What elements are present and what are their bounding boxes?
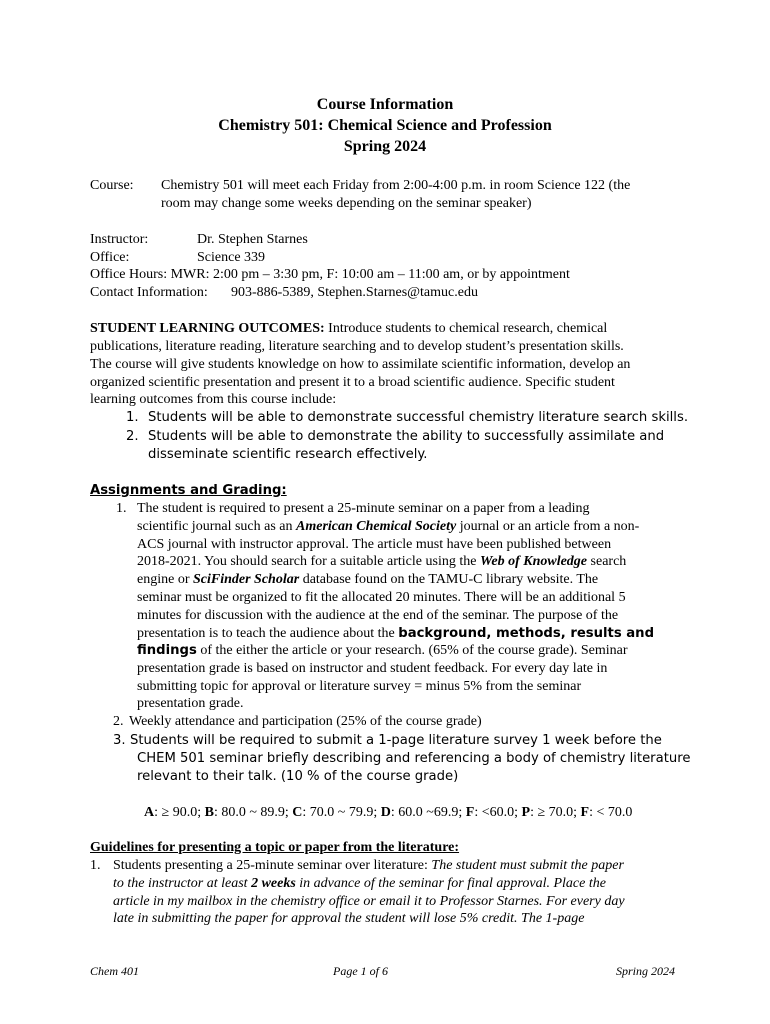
doc-title-line3: Spring 2024 <box>343 138 427 155</box>
grading-scale: A: ≥ 90.0; B: 80.0 ~ 89.9; C: 70.0 ~ 79.9; D: 60.0 ~69.9; F: <60.0; P: ≥ 70.0; F: < 70.0 <box>144 805 633 820</box>
web-of-knowledge-emphasis: Web of Knowledge <box>479 554 588 569</box>
slo-paragraph-line5: learning outcomes from this course include: <box>90 392 337 407</box>
guidelines-heading: Guidelines for presenting a topic or paper from the literature: <box>90 840 460 855</box>
outcome-2-text-2: disseminate scientific research effectively. <box>148 447 428 462</box>
office-hours: Office Hours: MWR: 2:00 pm – 3:30 pm, F: 10:00 am – 11:00 am, or by appointment <box>90 267 570 282</box>
assignment-1-line5: engine or SciFinder Scholar database found on the TAMU-C library website. The <box>137 572 599 587</box>
instructor-value: Dr. Stephen Starnes <box>197 232 308 247</box>
footer-page-number: Page 1 of 6 <box>333 964 388 978</box>
guideline-1-line4: late in submitting the paper for approval the student will lose 5% credit. The 1-page <box>113 911 585 926</box>
slo-paragraph-line1: STUDENT LEARNING OUTCOMES: Introduce students to chemical research, chemical <box>90 321 608 336</box>
assignment-1-line1: The student is required to present a 25-minute seminar on a paper from a leading <box>137 501 590 516</box>
outcome-2-number: 2. <box>126 429 139 444</box>
assignments-heading: Assignments and Grading: <box>90 483 287 498</box>
assignment-3-line1: Students will be required to submit a 1-page literature survey 1 week before the <box>130 733 662 748</box>
assignment-1-line2: scientific journal such as an American Chemical Society journal or an article from a non- <box>137 519 640 534</box>
guideline-1-line1: Students presenting a 25-minute seminar over literature: The student must submit the paper <box>113 858 624 873</box>
guideline-1-line2: to the instructor at least 2 weeks in advance of the seminar for final approval. Place the <box>113 876 606 891</box>
slo-paragraph-line2: publications, literature reading, literature searching and to develop student’s presentation skills. <box>90 339 624 354</box>
instructor-label: Instructor: <box>90 232 149 247</box>
assignment-1-line8: presentation is to teach the audience about the background, methods, results and <box>137 626 655 641</box>
assignment-2-text: Weekly attendance and participation (25% of the course grade) <box>129 714 482 729</box>
scifinder-emphasis: SciFinder Scholar <box>192 572 300 587</box>
two-weeks-emphasis: 2 weeks <box>251 876 296 891</box>
assignment-1-number: 1. <box>116 501 127 516</box>
footer-term: Spring 2024 <box>616 964 676 978</box>
doc-title-line2: Chemistry 501: Chemical Science and Profession <box>218 117 552 134</box>
assignment-1-line9: findings of the either the article or your research. (65% of the course grade). Seminar <box>137 643 628 658</box>
assignment-1-line6: seminar must be organized to fit the allocated 20 minutes. There will be an additional 5 <box>137 590 626 605</box>
assignment-3-line2: CHEM 501 seminar briefly describing and referencing a body of chemistry literature <box>137 751 691 766</box>
contact-info-label: Contact Information: <box>90 285 208 300</box>
assignment-1-line7: minutes for discussion with the audience at the end of the seminar. The purpose of the <box>137 608 619 623</box>
background-emphasis: background, methods, results and <box>398 626 655 641</box>
acs-emphasis: American Chemical Society <box>296 519 457 534</box>
assignment-3-number: 3. <box>113 733 126 748</box>
outcome-1-text: Students will be able to demonstrate successful chemistry literature search skills. <box>148 410 689 425</box>
footer-course: Chem 401 <box>90 964 139 978</box>
assignment-1-line12: presentation grade. <box>137 696 244 711</box>
assignment-1-line11: submitting topic for approval or literature survey = minus 5% from the seminar <box>137 679 582 694</box>
assignment-1-line3: ACS journal with instructor approval. The article must have been published between <box>137 537 612 552</box>
course-text-2: room may change some weeks depending on the seminar speaker) <box>161 196 532 211</box>
outcome-2-text-1: Students will be able to demonstrate the ability to successfully assimilate and <box>148 429 665 444</box>
assignment-1-line10: presentation grade is based on instructor and student feedback. For every day late in <box>137 661 608 676</box>
office-value: Science 339 <box>197 250 266 265</box>
office-label: Office: <box>90 250 130 265</box>
outcome-1-number: 1. <box>126 410 139 425</box>
course-text-1: Chemistry 501 will meet each Friday from 2:00-4:00 p.m. in room Science 122 (the <box>161 178 631 193</box>
guideline-1-line3: article in my mailbox in the chemistry office or email it to Professor Starnes. For every day <box>113 894 625 909</box>
assignment-2-number: 2. <box>113 714 124 729</box>
slo-heading: STUDENT LEARNING OUTCOMES: <box>90 321 325 336</box>
doc-title-line1: Course Information <box>316 96 454 113</box>
assignment-3-line3: relevant to their talk. (10 % of the course grade) <box>137 769 459 784</box>
findings-emphasis: findings <box>137 643 197 658</box>
slo-paragraph-line3: The course will give students knowledge on how to assimilate scientific information, develop an <box>90 357 631 372</box>
slo-paragraph-line4: organized scientific presentation and present it to a broad scientific audience. Specific student <box>90 375 615 390</box>
contact-info-value: 903-886-5389, Stephen.Starnes@tamuc.edu <box>231 285 478 300</box>
course-label: Course: <box>90 178 134 193</box>
assignment-1-line4: 2018-2021. You should search for a suitable article using the Web of Knowledge search <box>137 554 627 569</box>
guideline-1-number: 1. <box>90 858 101 873</box>
